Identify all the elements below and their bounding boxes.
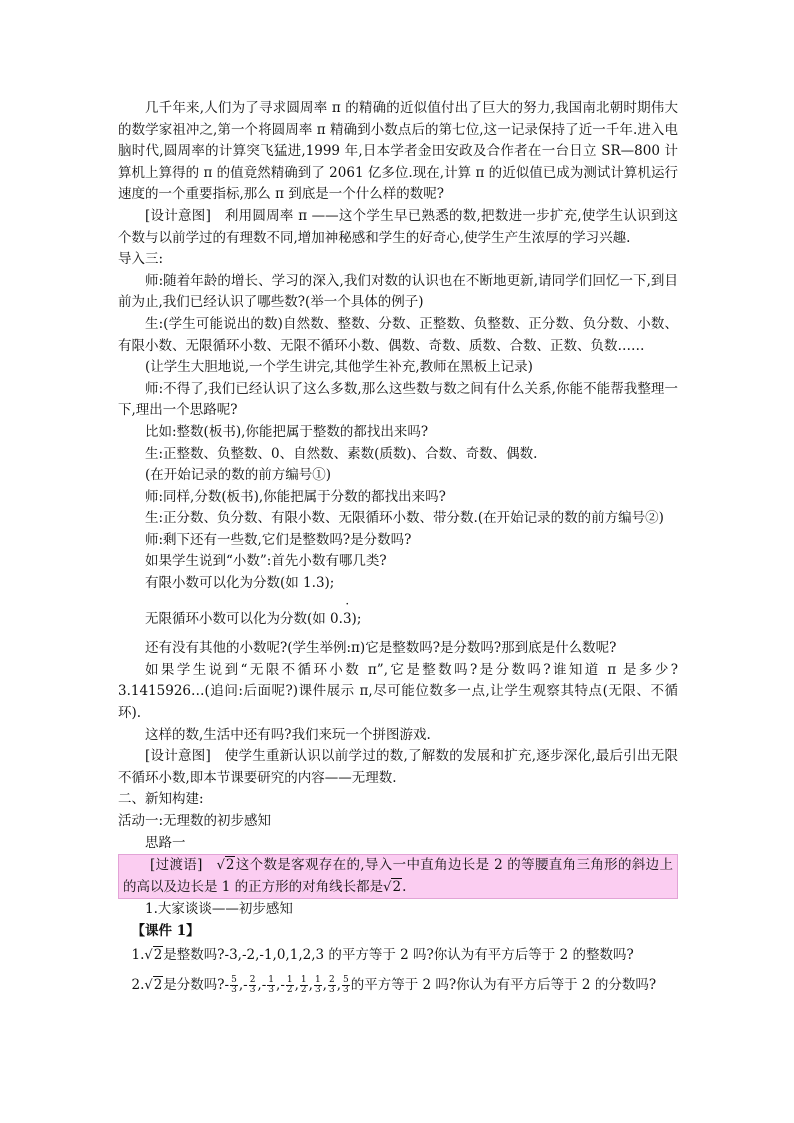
fraction bbox=[314, 976, 322, 995]
fraction-numerator: 1 bbox=[268, 975, 275, 986]
fraction-sign: - bbox=[280, 977, 285, 994]
sqrt-two bbox=[144, 977, 163, 993]
radicand: 2 bbox=[225, 857, 235, 874]
sqrt-two bbox=[217, 857, 236, 873]
transition-text: 这个数是客观存在的,导入一中直角边长是 2 的等腰直角三角形的斜边上的高以及边长是 1 的正方形的对角线长都是 bbox=[123, 857, 673, 895]
heading-new-knowledge: 二、新知构建: bbox=[118, 791, 204, 808]
note-line-2: (在开始记录的数的前方编号①) bbox=[145, 467, 332, 484]
radical-sign: √ bbox=[216, 858, 225, 874]
fraction bbox=[230, 976, 238, 995]
transition-end: . bbox=[402, 878, 407, 895]
fraction bbox=[249, 976, 257, 995]
fraction-list bbox=[224, 975, 351, 996]
pi-discussion: 如果学生说到“无限不循环小数 π”,它是整数吗?是分数吗?谁知道 π 是多少?3.1415926…(追问:后面呢?)课件展示 π,尽可能位数多一点,让学生观察其特点(无限、不循环). bbox=[118, 661, 678, 722]
fraction-denominator: 3 bbox=[343, 985, 349, 996]
fraction-numerator: 1 bbox=[286, 975, 293, 986]
teacher-line-1: 师:随着年龄的增长、学习的深入,我们对数的认识也在不断地更新,请同学们回忆一下,到目前为止,我们已经认识了哪些数?(举一个具体的例子) bbox=[118, 272, 678, 311]
question-two bbox=[118, 975, 678, 997]
puzzle-game-line: 这样的数,生活中还有吗?我们来玩一个拼图游戏. bbox=[145, 726, 431, 743]
other-decimal-question: 还有没有其他的小数呢?(学生举例:π)它是整数吗?是分数吗?那到底是什么数呢? bbox=[145, 640, 617, 657]
repeating-decimal-text: 无限循环小数可以化为分数(如 0. bbox=[145, 610, 343, 627]
fraction bbox=[286, 976, 294, 995]
teacher-line-3: 师:同样,分数(板书),你能把属于分数的都找出来吗? bbox=[145, 488, 446, 505]
fraction bbox=[300, 976, 308, 995]
question-two-text: 是分数吗? bbox=[163, 977, 225, 994]
repeating-digit bbox=[342, 596, 352, 631]
repeating-digit-value: 3 bbox=[342, 610, 352, 627]
document-body bbox=[118, 98, 678, 997]
transition-highlight bbox=[118, 854, 678, 899]
fraction-separator: , bbox=[257, 977, 262, 994]
question-two-tail: 的平方等于 2 吗?你认为有平方后等于 2 的分数吗? bbox=[350, 977, 657, 994]
radicand: 2 bbox=[153, 946, 163, 963]
fraction-numerator: 1 bbox=[314, 975, 321, 986]
question-one bbox=[118, 945, 678, 967]
transition-label: [过渡语] bbox=[150, 857, 217, 874]
courseware-label: 【课件 1】 bbox=[131, 922, 200, 939]
radical-sign: √ bbox=[144, 947, 153, 963]
decimal-question: 如果学生说到“小数”:首先小数有哪几类? bbox=[145, 553, 387, 570]
fraction-sign: - bbox=[261, 977, 267, 994]
question-one-number: 1. bbox=[131, 946, 145, 963]
fraction-separator: , bbox=[322, 977, 327, 994]
sqrt-two bbox=[383, 879, 402, 895]
fraction-denominator: 3 bbox=[328, 985, 335, 996]
heading-approach-one: 思路一 bbox=[145, 834, 186, 851]
fraction-denominator: 3 bbox=[231, 985, 237, 996]
fraction-separator: , bbox=[308, 977, 313, 994]
sqrt-two bbox=[144, 947, 163, 963]
example-line: 比如:整数(板书),你能把属于整数的都找出来吗? bbox=[145, 423, 429, 440]
repeating-decimal-line bbox=[118, 596, 678, 631]
fraction-sign: - bbox=[243, 977, 248, 994]
heading-activity-one: 活动一:无理数的初步感知 bbox=[118, 813, 272, 829]
student-line-1: 生:(学生可能说出的数)自然数、整数、分数、正整数、负整数、正分数、负分数、小数、有限小数、无限循环小数、无限不循环小数、偶数、奇数、质数、合数、正数、负数…… bbox=[118, 315, 678, 354]
repeating-decimal-end: ); bbox=[351, 610, 362, 627]
radical-sign: √ bbox=[144, 978, 153, 994]
fraction bbox=[342, 976, 350, 995]
fraction-denominator: 3 bbox=[314, 985, 321, 996]
fraction-separator: , bbox=[238, 977, 244, 994]
fraction-denominator: 2 bbox=[286, 985, 293, 996]
fraction-sign: - bbox=[224, 977, 230, 994]
heading-intro-three: 导入三: bbox=[118, 251, 164, 268]
fraction-numerator: 2 bbox=[249, 975, 256, 986]
fraction-denominator: 2 bbox=[300, 985, 307, 996]
fraction-separator: , bbox=[276, 977, 281, 994]
fraction-denominator: 3 bbox=[249, 985, 256, 996]
fraction-separator: , bbox=[294, 977, 299, 994]
teacher-line-4: 师:剩下还有一些数,它们是整数吗?是分数吗? bbox=[145, 531, 412, 548]
radicand: 2 bbox=[153, 977, 163, 994]
radicand: 2 bbox=[392, 878, 402, 895]
discussion-heading: 1.大家谈谈——初步感知 bbox=[145, 901, 293, 918]
radical-sign: √ bbox=[383, 879, 392, 895]
fraction-numerator: 5 bbox=[231, 975, 237, 986]
finite-decimal-line: 有限小数可以化为分数(如 1.3); bbox=[145, 575, 335, 592]
repeating-dot: · bbox=[345, 596, 350, 611]
fraction-numerator: 5 bbox=[343, 975, 349, 986]
fraction-numerator: 2 bbox=[328, 975, 335, 986]
question-one-text: 是整数吗?-3,-2,-1,0,1,2,3 的平方等于 2 吗?你认为有平方后等于 2 的整数吗? bbox=[163, 946, 634, 963]
fraction-denominator: 3 bbox=[268, 985, 275, 996]
fraction-separator: , bbox=[336, 977, 341, 994]
design-intent-1: [设计意图] 利用圆周率 π ——这个学生早已熟悉的数,把数进一步扩充,使学生认识到这个数与以前学过的有理数不同,增加神秘感和学生的好奇心,使学生产生浓厚的学习兴趣. bbox=[118, 207, 678, 246]
fraction bbox=[267, 976, 275, 995]
fraction bbox=[328, 976, 336, 995]
student-line-2: 生:正整数、负整数、0、自然数、素数(质数)、合数、奇数、偶数. bbox=[145, 445, 538, 462]
design-intent-2: [设计意图] 使学生重新认识以前学过的数,了解数的发展和扩充,逐步深化,最后引出无限不循环小数,即本节课要研究的内容——无理数. bbox=[118, 748, 678, 786]
teacher-line-2: 师:不得了,我们已经认识了这么多数,那么这些数与数之间有什么关系,你能不能帮我整理一下,理出一个思路呢? bbox=[118, 380, 678, 419]
student-line-3: 生:正分数、负分数、有限小数、无限循环小数、带分数.(在开始记录的数的前方编号②) bbox=[145, 510, 664, 527]
note-line-1: (让学生大胆地说,一个学生讲完,其他学生补充,教师在黑板上记录) bbox=[145, 359, 533, 376]
fraction-numerator: 1 bbox=[300, 975, 307, 986]
paragraph-intro: 几千年来,人们为了寻求圆周率 π 的精确的近似值付出了巨大的努力,我国南北朝时期伟大的数学家祖冲之,第一个将圆周率 π 精确到小数点后的第七位,这一记录保持了近一千年.进入电脑时代,圆周率的计算突飞猛进,1999 年,日本学者金田安政及合作者在一台日立 SR—800 计算机上算得的 π 的值竟然精确到了 2061 亿多位.现在,计算 π 的近似值已成为测试计算机运行速度的一个重要指标,那么 π 到底是一个什么样的数呢? bbox=[118, 100, 678, 203]
question-two-number: 2. bbox=[131, 977, 145, 994]
